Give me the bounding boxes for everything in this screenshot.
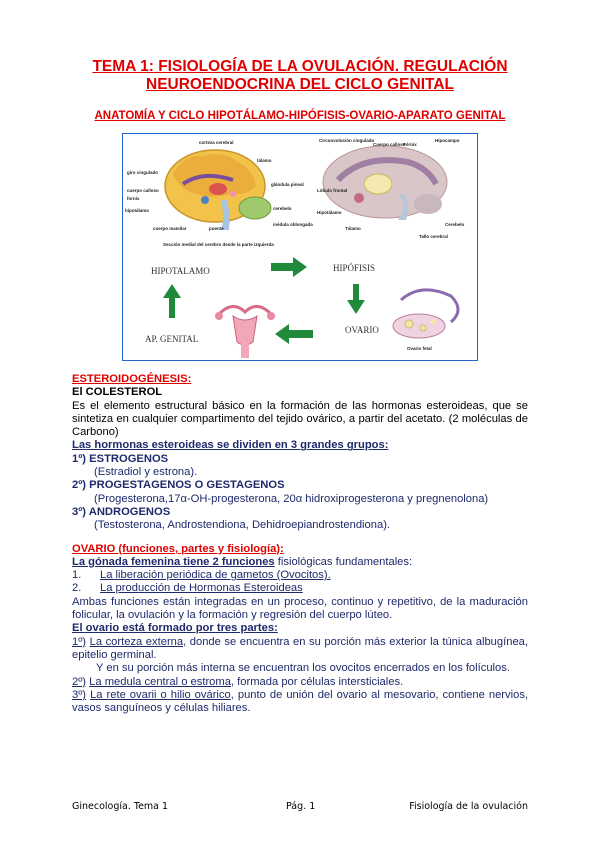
ovary-illustration bbox=[393, 290, 458, 351]
label-medula: médula oblongada bbox=[273, 222, 313, 227]
part-2-name: La medula central o estroma, bbox=[89, 675, 235, 688]
part-1-text: donde se encuentra en su porción más exterior la túnica albugínea, epitelio germinal. bbox=[72, 635, 528, 661]
group-3-name: ANDROGENOS bbox=[88, 505, 171, 518]
label-hipocampo: Hipocampo bbox=[435, 138, 460, 143]
part-3-text: , punto de unión del ovario al mesovario, contiene nervios, vasos sanguíneos y células hiliares. bbox=[72, 688, 529, 715]
part-1-name: La corteza externa, bbox=[89, 635, 187, 648]
groups-heading: Las hormonas esteroideas se dividen en 3 grandes grupos: bbox=[72, 439, 389, 452]
label-cerebelo: cerebelo bbox=[273, 206, 292, 211]
label-lobulo: Lóbulo frontal bbox=[317, 188, 348, 193]
footer-right: Fisiología de la ovulación bbox=[409, 801, 528, 812]
limbic-system-illustration bbox=[317, 138, 465, 239]
parts-heading: El ovario está formado por tres partes: bbox=[72, 622, 278, 635]
cycle-ovary-label: OVARIO bbox=[345, 325, 379, 335]
label-circunvolucion: Circunvolución cingulada bbox=[319, 138, 375, 143]
group-3-num: 3º) bbox=[72, 505, 87, 518]
cycle-hypothalamus-label: HIPOTALAMO bbox=[151, 266, 210, 276]
cycle-genital-label: AP. GENITAL bbox=[145, 334, 199, 344]
arrow-left-icon bbox=[275, 324, 313, 344]
steroid-heading: ESTEROIDOGÉNESIS: bbox=[72, 373, 192, 385]
function-2 bbox=[72, 582, 528, 595]
label-pineal: glándula pineal bbox=[271, 182, 304, 187]
functions-paragraph: Ambas funciones están integradas en un proceso, continuo y repetitivo, de la maduración folicular, la ovulación y la formación y regresión del cuerpo lúteo. bbox=[72, 595, 528, 622]
part-2-num: 2º) bbox=[72, 675, 87, 688]
cholesterol-paragraph: Es el elemento estructural básico en la formación de las hormonas esteroideas, que se sintetiza en cualquier compartimento del tejido ovárico, a partir del acetato. (2 moléculas de Carbono) bbox=[72, 399, 528, 439]
footer-left: Ginecología. Tema 1 bbox=[72, 801, 169, 812]
label-cerebelo-limbic: Cerebelo bbox=[445, 222, 465, 227]
title-line-2: NEUROENDOCRINA DEL CICLO GENITAL bbox=[146, 76, 454, 93]
functions-intro-bold: La gónada femenina tiene 2 funciones bbox=[72, 555, 275, 568]
group-2-num: 2º) bbox=[72, 479, 87, 492]
label-hipotalamo-limbic: Hipotálamo bbox=[317, 210, 342, 215]
brain-sagittal-illustration bbox=[165, 150, 271, 230]
footer-page-number: Pág. 1 bbox=[286, 801, 316, 812]
label-ovario-fetal: Ovario fetal bbox=[407, 346, 432, 351]
function-1-num: 1. bbox=[72, 569, 82, 582]
figure-illustration bbox=[123, 134, 477, 360]
label-puente: puente bbox=[209, 226, 224, 231]
part-2 bbox=[72, 676, 528, 689]
group-1 bbox=[72, 453, 528, 466]
part-2-text: formada por células intersticiales. bbox=[234, 675, 404, 688]
group-1-detail: (Estradiol y estrona). bbox=[94, 466, 198, 479]
cholesterol-heading: El COLESTEROL bbox=[72, 386, 163, 399]
functions-intro-rest: fisiológicas fundamentales: bbox=[274, 555, 413, 568]
label-corteza: corteza cerebral bbox=[199, 140, 234, 145]
functions-intro bbox=[72, 556, 528, 569]
function-2-num: 2. bbox=[72, 582, 82, 595]
part-1 bbox=[72, 636, 528, 663]
group-1-num: 1º) bbox=[72, 452, 87, 465]
label-cuerpo-calloso: cuerpo calloso bbox=[127, 188, 159, 193]
section-subtitle: ANATOMÍA Y CICLO HIPOTÁLAMO-HIPÓFISIS-OVARIO-APARATO GENITAL bbox=[94, 110, 506, 122]
function-1 bbox=[72, 569, 528, 582]
label-talamo: tálamo bbox=[257, 158, 272, 163]
function-2-text: La producción de Hormonas Esteroideas bbox=[100, 582, 303, 595]
part-1-extra: Y en su porción más interna se encuentran los ovocitos encerrados en los folículos. bbox=[96, 662, 510, 675]
label-talamo-limbic: Tálamo bbox=[345, 226, 361, 231]
group-3 bbox=[72, 506, 528, 519]
brain-caption: Sección medial del cerebro desde la parte izquierda bbox=[163, 242, 274, 247]
group-1-name: ESTROGENOS bbox=[89, 452, 169, 465]
group-2-detail: (Progesterona,17α-OH-progesterona, 20α hidroxiprogesterona y pregnenolona) bbox=[94, 492, 489, 505]
label-tallo: Tallo cerebral bbox=[419, 234, 448, 239]
label-calloso: Cuerpo calloso bbox=[373, 142, 406, 147]
uterus-illustration bbox=[215, 306, 275, 358]
function-1-text: La liberación periódica de gametos (Ovocitos). bbox=[100, 569, 331, 582]
part-3-name: La rete ovarii o hilio ovárico bbox=[90, 688, 231, 701]
page-title bbox=[40, 58, 560, 94]
label-fornix-limbic: Fórnix bbox=[403, 142, 417, 147]
arrow-down-icon bbox=[347, 284, 365, 314]
label-fornix: fornix bbox=[127, 196, 140, 201]
part-3-num: 3º) bbox=[72, 688, 87, 701]
document-body bbox=[72, 373, 528, 715]
hormonal-axis-figure bbox=[122, 133, 478, 361]
group-3-detail: (Testosterona, Androstendiona, Dehidroepiandrostendiona). bbox=[94, 519, 391, 532]
part-1-num: 1º) bbox=[72, 635, 87, 648]
label-mamilar: cuerpo mamilar bbox=[153, 226, 187, 231]
title-line-1: TEMA 1: FISIOLOGÍA DE LA OVULACIÓN. REGULACIÓN bbox=[92, 58, 508, 75]
label-hipotalamo: hipotálamo bbox=[125, 208, 150, 213]
cycle-pituitary-label: HIPÓFISIS bbox=[333, 263, 376, 273]
arrow-up-icon bbox=[163, 284, 181, 318]
label-giro: giro cingulado bbox=[127, 170, 158, 175]
ovary-heading: OVARIO (funciones, partes y fisiología): bbox=[72, 542, 284, 555]
group-2 bbox=[72, 479, 528, 492]
arrow-right-icon bbox=[271, 257, 307, 277]
group-2-name: PROGESTAGENOS O GESTAGENOS bbox=[89, 479, 285, 492]
part-3 bbox=[72, 689, 528, 716]
